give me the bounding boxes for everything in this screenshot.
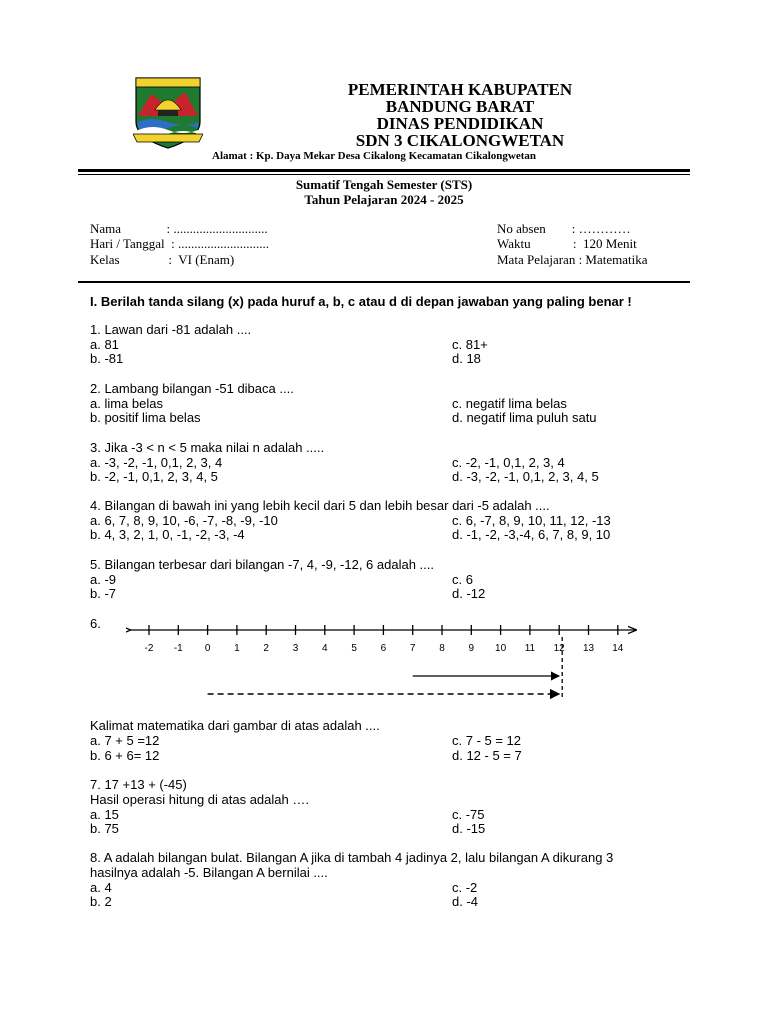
q6-option-c[interactable]: c. 7 - 5 = 12 <box>452 733 522 748</box>
info-class: Kelas : VI (Enam) <box>90 252 235 267</box>
tick-label-10: 10 <box>495 643 507 654</box>
q5-option-d[interactable]: d. -12 <box>452 586 486 601</box>
tick-label-13: 13 <box>582 643 595 654</box>
number-line-figure <box>126 616 640 706</box>
school-logo <box>133 76 203 150</box>
tick-label-3: 3 <box>292 643 299 654</box>
q2-option-a[interactable]: a. lima belas <box>90 396 163 411</box>
question-3: 3. Jika -3 < n < 5 maka nilai n adalah ..... <box>90 440 325 455</box>
q4-option-b[interactable]: b. 4, 3, 2, 1, 0, -1, -2, -3, -4 <box>90 527 245 542</box>
q1-option-c[interactable]: c. 81+ <box>452 337 488 352</box>
q1-option-d[interactable]: d. 18 <box>452 351 481 366</box>
q7-option-c[interactable]: c. -75 <box>452 807 485 822</box>
q8-option-a[interactable]: a. 4 <box>90 880 112 895</box>
tick-label-4: 4 <box>322 643 328 654</box>
exam-year: Tahun Pelajaran 2024 - 2025 <box>304 192 464 207</box>
q2-option-b[interactable]: b. positif lima belas <box>90 410 201 425</box>
q3-option-c[interactable]: c. -2, -1, 0,1, 2, 3, 4 <box>452 455 565 470</box>
q3-option-a[interactable]: a. -3, -2, -1, 0,1, 2, 3, 4 <box>90 455 223 470</box>
q8-option-c[interactable]: c. -2 <box>452 880 478 895</box>
header-government: PEMERINTAH KABUPATEN <box>347 80 573 99</box>
info-time: Waktu : 120 Menit <box>497 236 637 251</box>
question-2: 2. Lambang bilangan -51 dibaca .... <box>90 381 294 396</box>
q8-option-d[interactable]: d. -4 <box>452 894 479 909</box>
info-name: Nama : ............................. <box>90 221 268 236</box>
q7-option-d[interactable]: d. -15 <box>452 821 486 836</box>
header-school-name: SDN 3 CIKALONGWETAN <box>355 131 565 150</box>
tick-label-2: 2 <box>263 643 269 654</box>
q6-option-a[interactable]: a. 7 + 5 =12 <box>90 733 160 748</box>
tick-label-12: 12 <box>553 643 565 654</box>
q4-option-a[interactable]: a. 6, 7, 8, 9, 10, -6, -7, -8, -9, -10 <box>90 513 278 528</box>
q6-option-b[interactable]: b. 6 + 6= 12 <box>90 748 160 763</box>
header-region: BANDUNG BARAT <box>385 97 535 116</box>
school-address: Alamat : Kp. Daya Mekar Desa Cikalong Kecamatan Cikalongwetan <box>212 150 536 162</box>
q1-option-a[interactable]: a. 81 <box>90 337 119 352</box>
question-7-prompt: Hasil operasi hitung di atas adalah …. <box>90 792 309 807</box>
q7-option-b[interactable]: b. 75 <box>90 821 119 836</box>
q5-option-b[interactable]: b. -7 <box>90 586 117 601</box>
info-absence-number: No absen : ………… <box>497 221 631 236</box>
tick-label-14: 14 <box>612 643 624 654</box>
q4-option-c[interactable]: c. 6, -7, 8, 9, 10, 11, 12, -13 <box>452 513 611 528</box>
q7-option-a[interactable]: a. 15 <box>90 807 119 822</box>
tick-label-7: 7 <box>409 643 416 654</box>
q4-option-d[interactable]: d. -1, -2, -3,-4, 6, 7, 8, 9, 10 <box>452 527 611 542</box>
question-6: Kalimat matematika dari gambar di atas adalah .... <box>90 718 380 733</box>
section-instruction: I. Berilah tanda silang (x) pada huruf a, b, c atau d di depan jawaban yang paling benar ! <box>90 294 632 309</box>
question-4: 4. Bilangan di bawah ini yang lebih kecil dari 5 dan lebih besar dari -5 adalah .... <box>90 498 550 513</box>
info-divider <box>78 281 690 283</box>
tick-label-6: 6 <box>380 643 387 654</box>
q6-option-d[interactable]: d. 12 - 5 = 7 <box>452 748 522 763</box>
question-6-number: 6. <box>90 616 101 631</box>
tick-label-1: 1 <box>234 643 240 654</box>
header-department: DINAS PENDIDIKAN <box>376 114 544 133</box>
q8-option-b[interactable]: b. 2 <box>90 894 112 909</box>
tick-label-11: 11 <box>524 643 536 654</box>
q5-option-c[interactable]: c. 6 <box>452 572 473 587</box>
q1-option-b[interactable]: b. -81 <box>90 351 124 366</box>
q2-option-c[interactable]: c. negatif lima belas <box>452 396 567 411</box>
question-5: 5. Bilangan terbesar dari bilangan -7, 4, -9, -12, 6 adalah .... <box>90 557 434 572</box>
tick-label-5: 5 <box>351 643 357 654</box>
question-1: 1. Lawan dari -81 adalah .... <box>90 322 252 337</box>
tick-label--1: -1 <box>173 643 183 654</box>
q2-option-d[interactable]: d. negatif lima puluh satu <box>452 410 597 425</box>
question-7: 7. 17 +13 + (-45) <box>90 777 187 792</box>
q5-option-a[interactable]: a. -9 <box>90 572 117 587</box>
tick-label--2: -2 <box>144 643 154 654</box>
q3-option-d[interactable]: d. -3, -2, -1, 0,1, 2, 3, 4, 5 <box>452 469 599 484</box>
tick-label-0: 0 <box>204 643 211 654</box>
letterhead-divider <box>78 169 690 172</box>
question-8-continued: hasilnya adalah -5. Bilangan A bernilai .... <box>90 865 328 880</box>
info-day-date: Hari / Tanggal : ............................ <box>90 236 270 251</box>
info-subject: Mata Pelajaran : Matematika <box>497 252 648 267</box>
exam-title: Sumatif Tengah Semester (STS) <box>295 177 473 192</box>
q3-option-b[interactable]: b. -2, -1, 0,1, 2, 3, 4, 5 <box>90 469 218 484</box>
tick-label-8: 8 <box>439 643 445 654</box>
question-8: 8. A adalah bilangan bulat. Bilangan A jika di tambah 4 jadinya 2, lalu bilangan A dikurang 3 <box>90 850 614 865</box>
letterhead-divider-thin <box>78 174 690 175</box>
tick-label-9: 9 <box>468 643 475 654</box>
